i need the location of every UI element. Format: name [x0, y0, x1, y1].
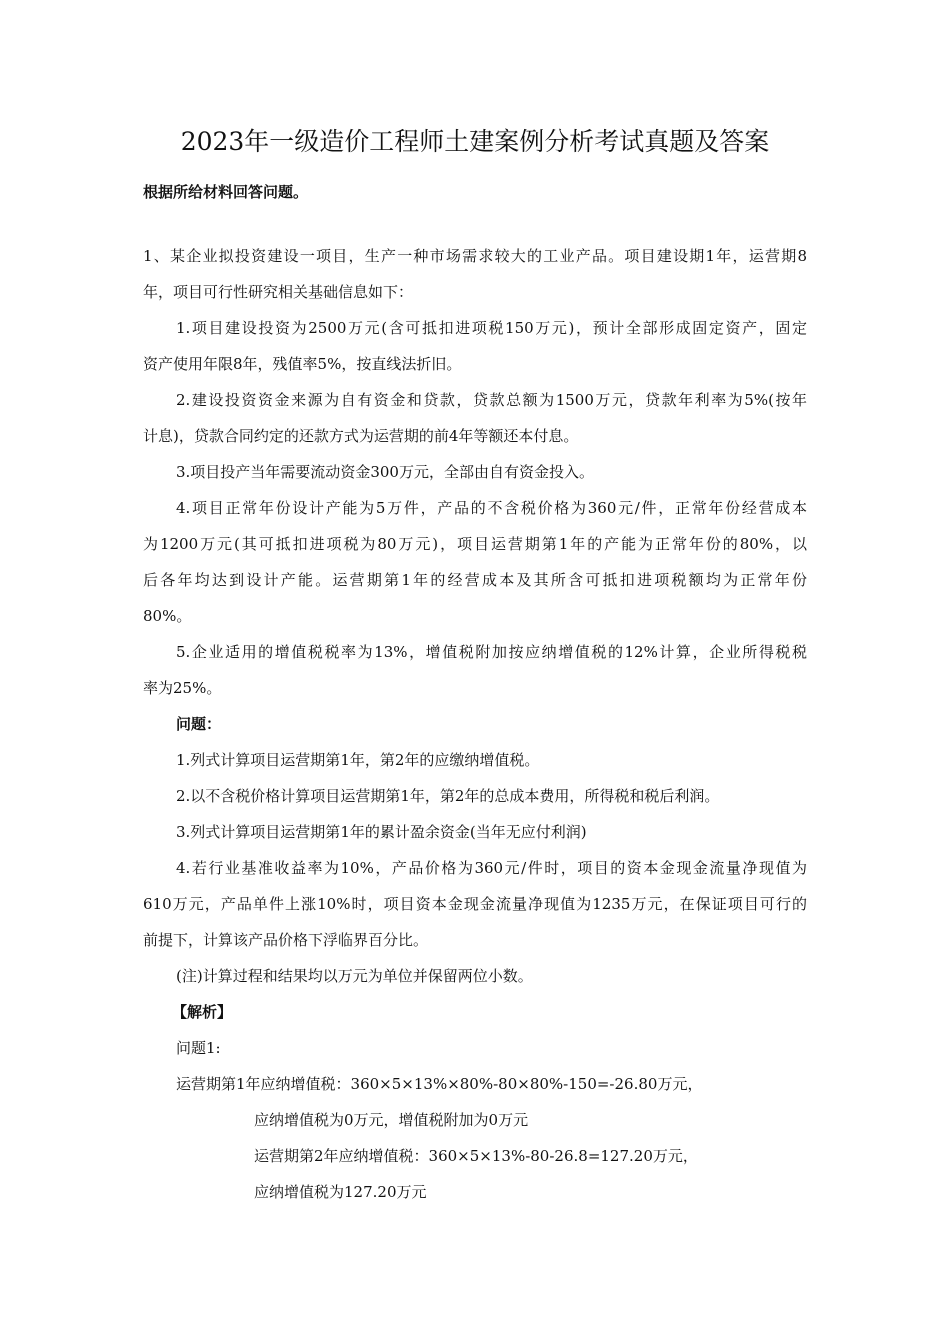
answer-1-line-3: 运营期第2年应纳增值税：360×5×13%-80-26.8=127.20万元， — [254, 1147, 698, 1165]
info-item-2-line-1: 2.建设投资资金来源为自有资金和贷款，贷款总额为1500万元，贷款年利率为5%(按年 — [176, 391, 807, 409]
info-item-5-line-2: 率为25%。 — [143, 679, 222, 697]
answer-1-line-4: 应纳增值税为127.20万元 — [254, 1183, 427, 1201]
info-item-3-line-1: 3.项目投产当年需要流动资金300万元，全部由自有资金投入。 — [176, 463, 594, 481]
instruction-text: 根据所给材料回答问题。 — [143, 183, 309, 201]
question-item-4-line-1: 4.若行业基准收益率为10%，产品价格为360元/件时，项目的资本金现金流量净现值为 — [176, 859, 807, 877]
info-item-5-line-1: 5.企业适用的增值税税率为13%，增值税附加按应纳增值税的12%计算，企业所得税税 — [176, 643, 807, 661]
question-item-2: 2.以不含税价格计算项目运营期第1年，第2年的总成本费用，所得税和税后利润。 — [176, 787, 720, 805]
question-item-4-line-2: 610万元，产品单件上涨10%时，项目资本金现金流量净现值为1235万元，在保证项目可行的 — [143, 895, 807, 913]
answer-1-line-2: 应纳增值税为0万元，增值税附加为0万元 — [254, 1111, 529, 1129]
question-intro-line-2: 年，项目可行性研究相关基础信息如下： — [143, 283, 414, 301]
question-item-4-line-3: 前提下，计算该产品价格下浮临界百分比。 — [143, 931, 429, 949]
info-item-1-line-1: 1.项目建设投资为2500万元(含可抵扣进项税150万元)，预计全部形成固定资产，固定 — [176, 319, 807, 337]
info-item-4-line-1: 4.项目正常年份设计产能为5万件，产品的不含税价格为360元/件，正常年份经营成本 — [176, 499, 807, 517]
info-item-2-line-2: 计息)，贷款合同约定的还款方式为运营期的前4年等额还本付息。 — [143, 427, 579, 445]
question-item-1: 1.列式计算项目运营期第1年，第2年的应缴纳增值税。 — [176, 751, 540, 769]
analysis-heading: 【解析】 — [172, 1003, 233, 1021]
questions-heading: 问题： — [176, 715, 222, 733]
info-item-4-line-3: 后各年均达到设计产能。运营期第1年的经营成本及其所含可抵扣进项税额均为正常年份 — [143, 571, 807, 589]
answer-1-heading: 问题1: — [176, 1039, 221, 1057]
info-item-4-line-2: 为1200万元(其可抵扣进项税为80万元)，项目运营期第1年的产能为正常年份的80%，以 — [143, 535, 807, 553]
info-item-1-line-2: 资产使用年限8年，残值率5%，按直线法折旧。 — [143, 355, 462, 373]
info-item-4-line-4: 80%。 — [143, 607, 192, 625]
document-title: 2023年一级造价工程师土建案例分析考试真题及答案 — [180, 127, 770, 156]
question-intro-line-1: 1、某企业拟投资建设一项目，生产一种市场需求较大的工业产品。项目建设期1年，运营期8 — [143, 247, 807, 265]
answer-1-line-1: 运营期第1年应纳增值税：360×5×13%×80%-80×80%-150=-26.80万元， — [176, 1075, 703, 1093]
question-item-3: 3.列式计算项目运营期第1年的累计盈余资金(当年无应付利润) — [176, 823, 587, 841]
calculation-note: (注)计算过程和结果均以万元为单位并保留两位小数。 — [176, 967, 533, 985]
